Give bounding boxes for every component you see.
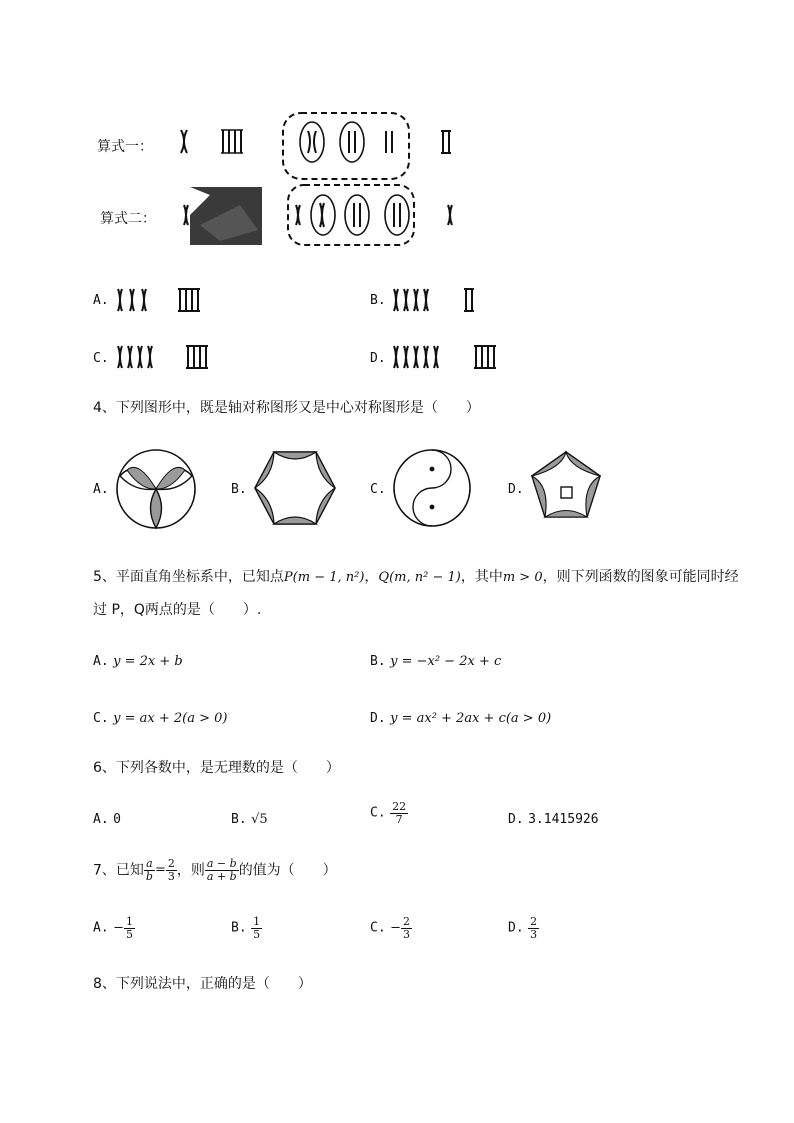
q5-stem-part1: 5、平面直角坐标系中，已知点 <box>93 569 284 585</box>
q7-option-d-fraction <box>528 916 539 941</box>
q7-option-c-sign: − <box>390 920 402 936</box>
q7-option-c[interactable] <box>370 916 412 941</box>
three-petal-circle-icon <box>115 448 197 534</box>
q6-option-a-value: 0 <box>113 812 121 827</box>
q6-option-c-letter: C. <box>370 805 386 821</box>
q7-option-c-fraction <box>401 916 412 941</box>
q7-stem-mid: ，则 <box>176 862 205 879</box>
q5-stem-part2: ，其中 <box>460 569 503 585</box>
q6-option-a-letter: A. <box>93 812 109 827</box>
fraction-numerator: 1 <box>253 915 261 928</box>
q5-option-b-letter: B. <box>370 654 386 669</box>
q5-stem-part3: ，则下列函数的图象可能同时经 <box>542 569 739 585</box>
fraction-denominator: 3 <box>530 928 538 941</box>
pentagon-icon <box>530 450 602 524</box>
q7-fraction-two-thirds <box>166 858 177 883</box>
q4-option-c-letter[interactable]: C. <box>370 482 386 497</box>
q7-fraction-a-over-b <box>144 858 155 883</box>
q6-option-c[interactable] <box>370 801 408 826</box>
q8-stem: 8、下列说法中，正确的是（ ） <box>93 976 312 992</box>
q7-equals: = <box>154 862 166 878</box>
fraction-denominator: 7 <box>395 813 403 826</box>
q3-option-a-letter[interactable]: A. <box>93 293 109 308</box>
formula-two-label: 算式二： <box>100 211 156 227</box>
q7-fraction-expression <box>205 858 239 883</box>
fraction-denominator: 5 <box>126 928 134 941</box>
q4-option-b-letter[interactable]: B. <box>231 482 247 497</box>
q6-option-b[interactable] <box>231 810 268 829</box>
q7-stem <box>93 858 337 883</box>
q5-option-c-letter: C. <box>93 711 109 726</box>
fraction-denominator: 3 <box>167 870 175 883</box>
fraction-denominator: a + b <box>206 870 237 883</box>
q7-option-a[interactable] <box>93 916 135 941</box>
q5-option-d[interactable] <box>370 709 551 728</box>
q5-point-q: Q(m, n² − 1) <box>378 570 461 585</box>
q7-option-b[interactable] <box>231 916 262 941</box>
fraction-numerator: 22 <box>392 800 407 813</box>
q5-option-c-expr: y = ax + 2(a > 0) <box>113 711 228 726</box>
q7-option-c-letter: C. <box>370 920 386 936</box>
q3-option-b-figure <box>390 287 490 317</box>
q7-option-d-letter: D. <box>508 920 524 936</box>
q3-option-c-letter[interactable]: C. <box>93 351 109 366</box>
q5-option-a-expr: y = 2x + b <box>113 654 183 669</box>
q7-stem-pre: 7、已知 <box>93 862 144 879</box>
q3-option-c-figure <box>114 344 224 374</box>
q3-option-a-figure <box>114 287 214 317</box>
fraction-numerator: a − b <box>206 857 237 870</box>
q5-option-b[interactable] <box>370 652 501 671</box>
q5-option-d-expr: y = ax² + 2ax + c(a > 0) <box>390 711 552 726</box>
q5-option-a-letter: A. <box>93 654 109 669</box>
q6-option-d-value: 3.1415926 <box>528 812 599 827</box>
q7-stem-post: 的值为（ ） <box>238 862 337 879</box>
q7-option-b-letter: B. <box>231 920 247 936</box>
q3-option-b-letter[interactable]: B. <box>370 293 386 308</box>
q7-option-b-fraction <box>251 916 262 941</box>
q5-option-c[interactable] <box>93 709 227 728</box>
q4-option-a-letter[interactable]: A. <box>93 482 109 497</box>
formula-one-figure <box>175 125 465 191</box>
q7-option-a-letter: A. <box>93 920 109 936</box>
q3-option-d-figure <box>390 344 510 374</box>
hexagon-icon <box>253 450 337 530</box>
fraction-numerator: 2 <box>167 857 175 870</box>
q7-option-d[interactable] <box>508 916 539 941</box>
q6-option-b-value: √5 <box>251 812 268 827</box>
q5-condition: m > 0 <box>502 570 543 585</box>
q6-option-d[interactable] <box>508 810 599 829</box>
q7-option-a-fraction <box>124 916 135 941</box>
q6-option-b-letter: B. <box>231 812 247 827</box>
formula-one-label: 算式一： <box>97 139 153 155</box>
yin-yang-icon <box>392 448 472 532</box>
q3-option-d-letter[interactable]: D. <box>370 351 386 366</box>
fraction-numerator: 1 <box>126 915 134 928</box>
q4-stem: 4、下列图形中，既是轴对称图形又是中心对称图形是（ ） <box>93 400 480 416</box>
fraction-numerator: 2 <box>530 915 538 928</box>
q6-option-c-fraction <box>390 801 408 826</box>
q6-option-d-letter: D. <box>508 812 524 827</box>
q7-option-a-sign: − <box>113 920 125 936</box>
q6-option-a[interactable] <box>93 810 121 829</box>
q5-sep: ， <box>364 569 379 585</box>
q5-option-d-letter: D. <box>370 711 386 726</box>
q5-stem-line2: 过 P，Q两点的是（ ）. <box>93 602 262 618</box>
fraction-denominator: 5 <box>253 928 261 941</box>
q4-option-d-letter[interactable]: D. <box>508 482 524 497</box>
q5-point-p: P(m − 1, n²) <box>283 570 365 585</box>
q5-option-b-expr: y = −x² − 2x + c <box>390 654 502 669</box>
q5-option-a[interactable] <box>93 652 183 671</box>
fraction-numerator: a <box>144 858 155 871</box>
q6-stem: 6、下列各数中，是无理数的是（ ） <box>93 760 340 776</box>
fraction-numerator: 2 <box>403 915 411 928</box>
q5-stem-line1 <box>93 568 739 587</box>
fraction-denominator: 3 <box>403 928 411 941</box>
fraction-denominator: b <box>145 870 153 883</box>
formula-two-figure <box>180 185 470 251</box>
